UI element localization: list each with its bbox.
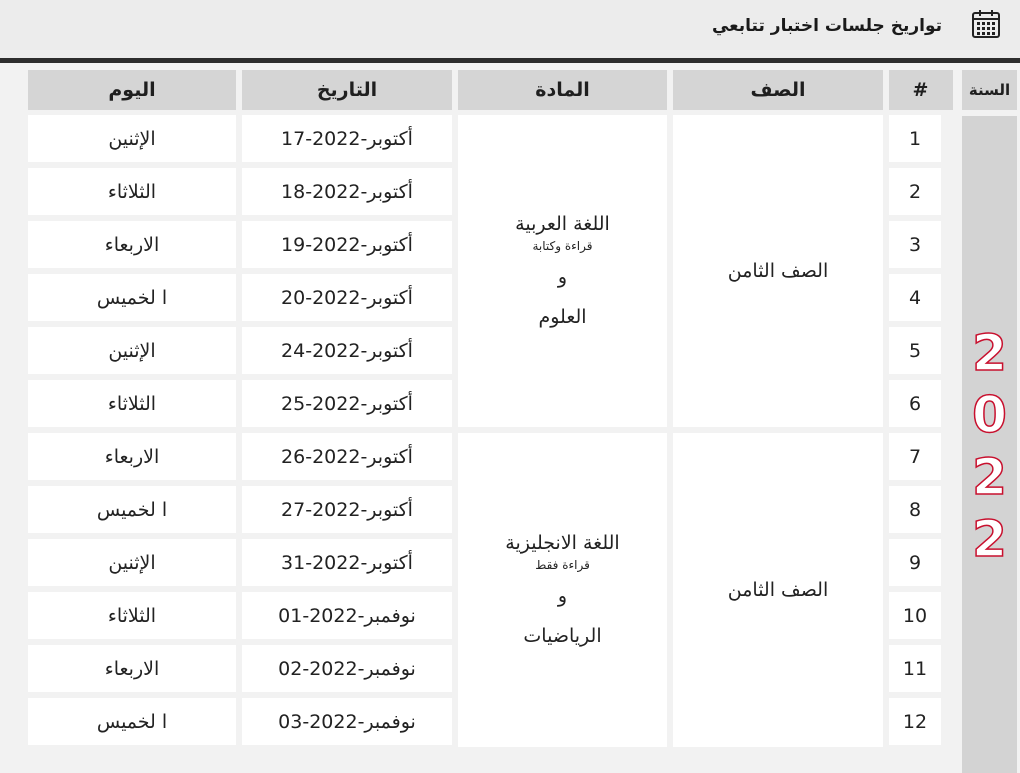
day-cell: الثلاثاء xyxy=(28,592,236,639)
subject-note: قراءة وكتابة xyxy=(532,238,593,253)
page-title: تواريخ جلسات اختبار تتابعي xyxy=(711,16,942,36)
header-index: # xyxy=(889,70,953,110)
date-cell: 27-أكتوبر-2022 xyxy=(242,486,452,533)
header-date: التاريخ xyxy=(242,70,452,110)
index-cell: 10 xyxy=(889,592,941,639)
day-cell: الثلاثاء xyxy=(28,168,236,215)
grade-cell: الصف الثامن xyxy=(673,115,883,427)
date-cell: 02-نوفمبر-2022 xyxy=(242,645,452,692)
date-cell: 17-أكتوبر-2022 xyxy=(242,115,452,162)
subject-cell xyxy=(458,115,667,427)
date-cell: 03-نوفمبر-2022 xyxy=(242,698,452,745)
day-cell: ا لخميس xyxy=(28,274,236,321)
index-cell: 4 xyxy=(889,274,941,321)
header-subject: المادة xyxy=(458,70,667,110)
subject-cell xyxy=(458,433,667,747)
year-digit: 0 xyxy=(972,386,1007,444)
date-cell: 01-نوفمبر-2022 xyxy=(242,592,452,639)
subject-conjunction: و xyxy=(557,266,568,289)
date-cell: 20-أكتوبر-2022 xyxy=(242,274,452,321)
index-cell: 11 xyxy=(889,645,941,692)
header-day: اليوم xyxy=(28,70,236,110)
index-cell: 7 xyxy=(889,433,941,480)
day-cell: الاربعاء xyxy=(28,221,236,268)
subject-line: العلوم xyxy=(538,306,587,329)
year-digit: 2 xyxy=(972,510,1007,568)
index-cell: 8 xyxy=(889,486,941,533)
year-digit: 2 xyxy=(972,448,1007,506)
day-cell: ا لخميس xyxy=(28,486,236,533)
day-cell: الاربعاء xyxy=(28,645,236,692)
date-cell: 26-أكتوبر-2022 xyxy=(242,433,452,480)
subject-line: الرياضيات xyxy=(523,625,602,648)
header xyxy=(0,0,1020,59)
day-cell: الإثنين xyxy=(28,115,236,162)
index-cell: 2 xyxy=(889,168,941,215)
subject-conjunction: و xyxy=(557,585,568,608)
index-cell: 5 xyxy=(889,327,941,374)
date-cell: 19-أكتوبر-2022 xyxy=(242,221,452,268)
header-year: السنة xyxy=(962,70,1017,110)
day-cell: الإثنين xyxy=(28,327,236,374)
date-cell: 18-أكتوبر-2022 xyxy=(242,168,452,215)
index-cell: 6 xyxy=(889,380,941,427)
index-cell: 3 xyxy=(889,221,941,268)
subject-line: اللغة العربية xyxy=(515,213,610,236)
index-cell: 9 xyxy=(889,539,941,586)
date-cell: 24-أكتوبر-2022 xyxy=(242,327,452,374)
index-cell: 1 xyxy=(889,115,941,162)
day-cell: الثلاثاء xyxy=(28,380,236,427)
index-cell: 12 xyxy=(889,698,941,745)
day-cell: الإثنين xyxy=(28,539,236,586)
date-cell: 25-أكتوبر-2022 xyxy=(242,380,452,427)
header-grade: الصف xyxy=(673,70,883,110)
day-cell: ا لخميس xyxy=(28,698,236,745)
subject-line: اللغة الانجليزية xyxy=(505,532,620,555)
date-cell: 31-أكتوبر-2022 xyxy=(242,539,452,586)
year-digit: 2 xyxy=(972,324,1007,382)
subject-note: قراءة فقط xyxy=(535,557,590,572)
grade-cell: الصف الثامن xyxy=(673,433,883,747)
day-cell: الاربعاء xyxy=(28,433,236,480)
calendar-icon xyxy=(970,8,1002,40)
